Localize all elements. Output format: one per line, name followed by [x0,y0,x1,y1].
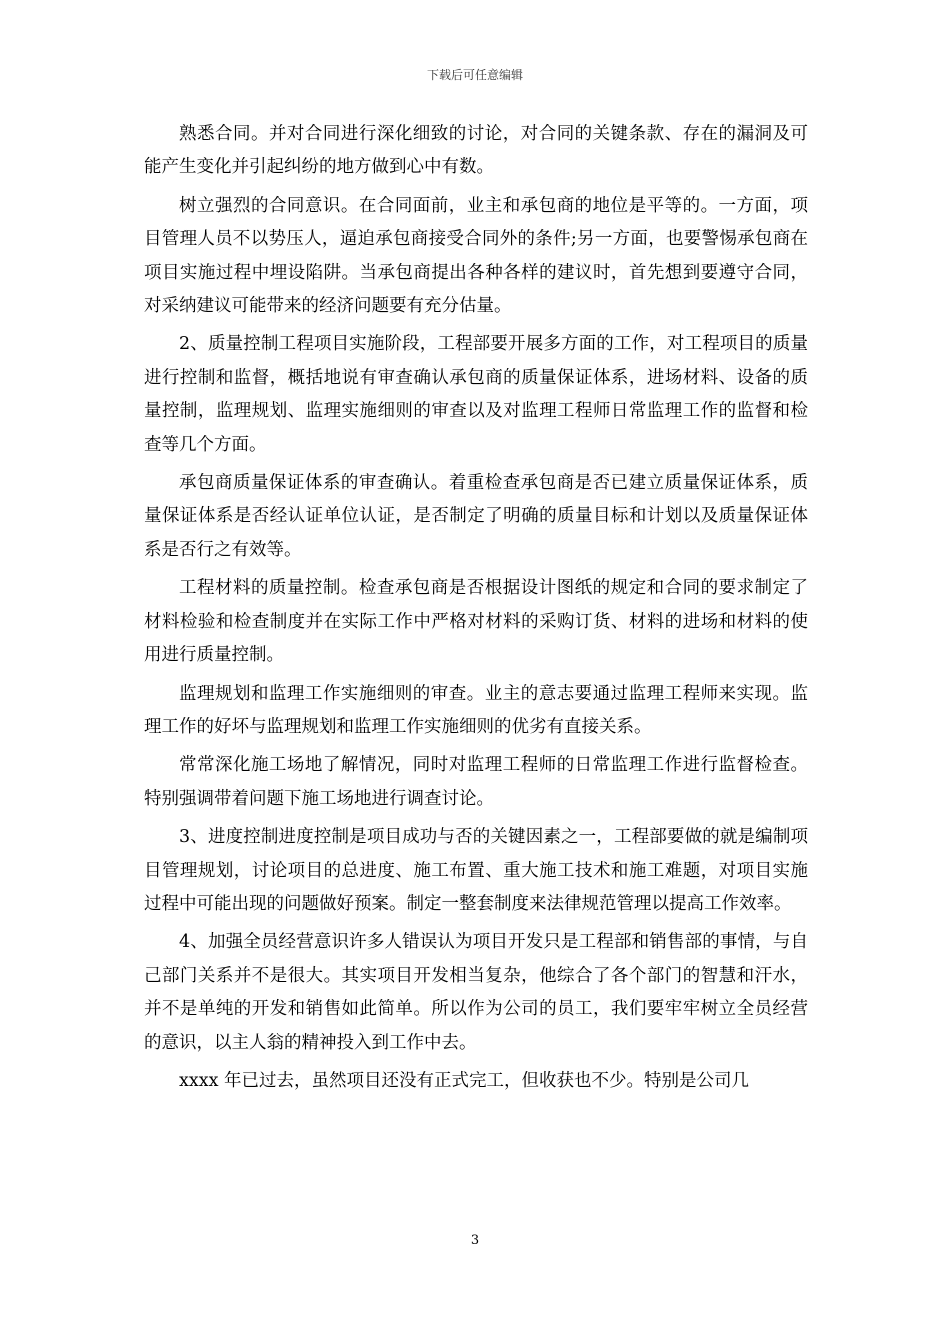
page-number: 3 [470,1233,480,1248]
paragraph: 树立强烈的合同意识。在合同面前，业主和承包商的地位是平等的。一方面，项目管理人员不以势压人，逼迫承包商接受合同外的条件;另一方面，也要警惕承包商在项目实施过程中埋设陷阱。当承包商提出各种各样的建议时，首先想到要遵守合同，对采纳建议可能带来的经济问题要有充分估量。 [144,195,808,317]
page-header: 下载后可任意编辑 [426,68,523,82]
paragraph: 工程材料的质量控制。检查承包商是否根据设计图纸的规定和合同的要求制定了材料检验和检查制度并在实际工作中严格对材料的采购订货、材料的进场和材料的使用进行质量控制。 [144,578,808,666]
document-body [144,118,808,1103]
paragraph: 承包商质量保证体系的审查确认。着重检查承包商是否已建立质量保证体系，质量保证体系是否经认证单位认证，是否制定了明确的质量目标和计划以及质量保证体系是否行之有效等。 [144,473,808,560]
paragraph: xxxx 年已过去，虽然项目还没有正式完工，但收获也不少。特别是公司几 [179,1070,750,1091]
paragraph: 熟悉合同。并对合同进行深化细致的讨论，对合同的关键条款、存在的漏洞及可能产生变化并引起纠纷的地方做到心中有数。 [144,124,808,178]
paragraph: 监理规划和监理工作实施细则的审查。业主的意志要通过监理工程师来实现。监理工作的好坏与监理规划和监理工作实施细则的优劣有直接关系。 [144,683,808,737]
paragraph: 2、质量控制工程项目实施阶段，工程部要开展多方面的工作，对工程项目的质量进行控制和监督，概括地说有审查确认承包商的质量保证体系，进场材料、设备的质量控制，监理规划、监理实施细则的审查以及对监理工程师日常监理工作的监督和检查等几个方面。 [144,334,808,455]
paragraph: 3、进度控制进度控制是项目成功与否的关键因素之一，工程部要做的就是编制项目管理规划，讨论项目的总进度、施工布置、重大施工技术和施工难题，对项目实施过程中可能出现的问题做好预案。制定一整套制度来法律规范管理以提高工作效率。 [144,827,808,914]
paragraph: 4、加强全员经营意识许多人错误认为项目开发只是工程部和销售部的事情，与自己部门关系并不是很大。其实项目开发相当复杂，他综合了各个部门的智慧和汗水，并不是单纯的开发和销售如此简单。所以作为公司的员工，我们要牢牢树立全员经营的意识，以主人翁的精神投入到工作中去。 [144,932,808,1053]
paragraph: 常常深化施工场地了解情况，同时对监理工程师的日常监理工作进行监督检查。特别强调带着问题下施工场地进行调查讨论。 [144,755,808,809]
